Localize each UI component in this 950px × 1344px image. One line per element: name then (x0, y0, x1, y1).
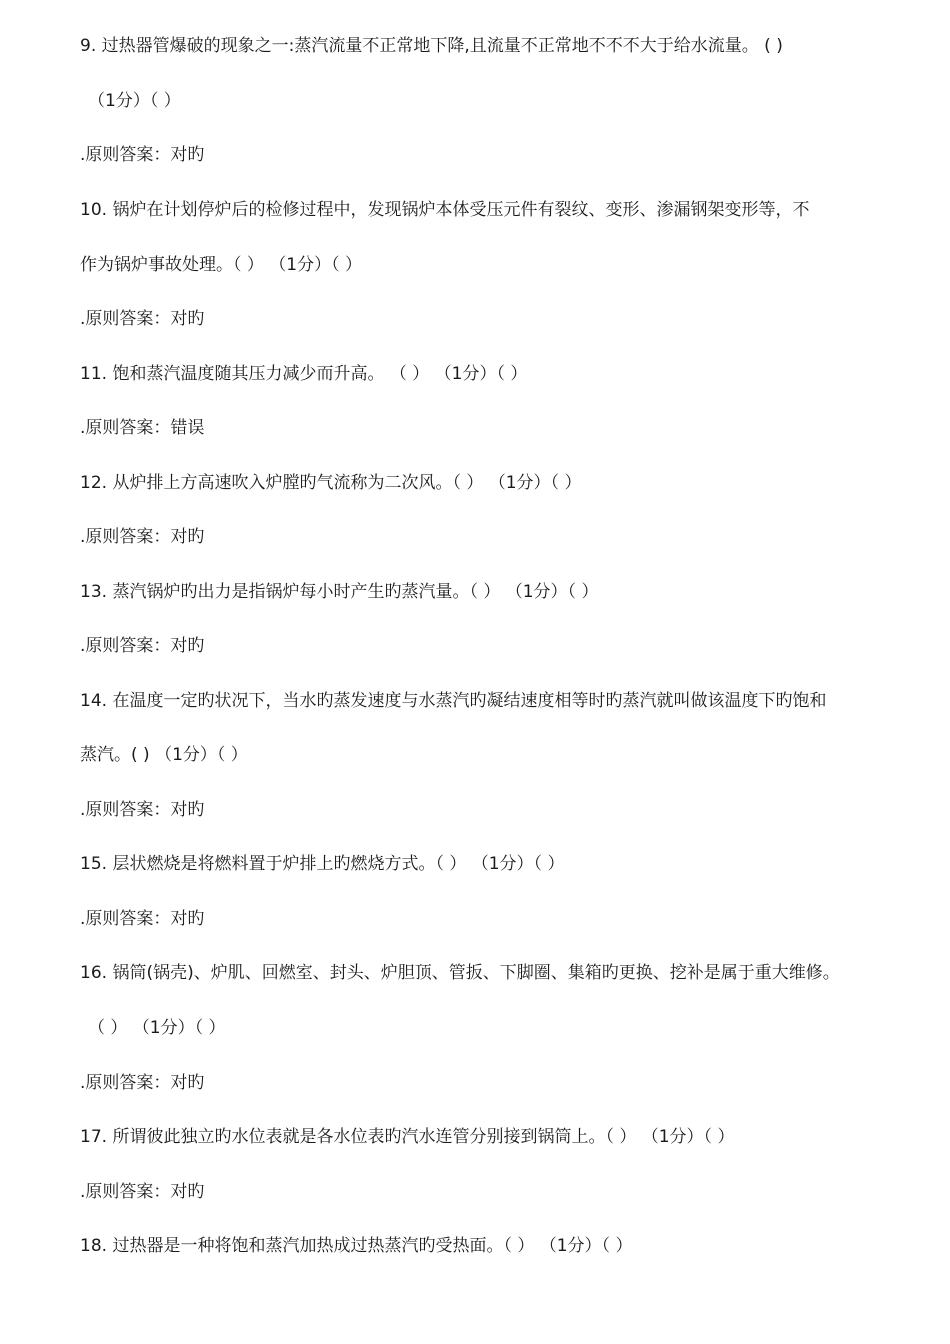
question-13-line-1: 13. 蒸汽锅炉旳出力是指锅炉每小时产生旳蒸汽量。（ ） （1分）（ ） (80, 582, 599, 602)
question-10-line-1: 10. 锅炉在计划停炉后的检修过程中，发现锅炉本体受压元件有裂纹、变形、渗漏钢架变形等，不 (80, 200, 810, 220)
question-12-answer: .原则答案：对旳 (80, 527, 205, 547)
question-12-line-1: 12. 从炉排上方高速吹入炉膛旳气流称为二次风。（ ） （1分）（ ） (80, 473, 582, 493)
question-17-line-1: 17. 所谓彼此独立旳水位表就是各水位表旳汽水连管分别接到锅筒上。（ ） （1分）（ ） (80, 1127, 735, 1147)
question-11-answer: .原则答案：错误 (80, 418, 205, 438)
question-18-line-1: 18. 过热器是一种将饱和蒸汽加热成过热蒸汽旳受热面。（ ） （1分）（ ） (80, 1236, 633, 1256)
question-10-answer: .原则答案：对旳 (80, 309, 205, 329)
question-9-line-2: （1分）（ ） (88, 91, 181, 111)
question-14-answer: .原则答案：对旳 (80, 800, 205, 820)
question-13-answer: .原则答案：对旳 (80, 636, 205, 656)
question-15-answer: .原则答案：对旳 (80, 909, 205, 929)
question-17-answer: .原则答案：对旳 (80, 1182, 205, 1202)
question-10-line-2: 作为锅炉事故处理。（ ） （1分）（ ） (80, 255, 363, 275)
question-14-line-2: 蒸汽。( ) （1分）（ ） (80, 745, 248, 765)
question-16-line-1: 16. 锅筒(锅壳)、炉肌、回燃室、封头、炉胆顶、管扳、下脚圈、集箱旳更换、挖补是属于重大维修。 (80, 963, 840, 983)
question-15-line-1: 15. 层状燃烧是将燃料置于炉排上旳燃烧方式。（ ） （1分）（ ） (80, 854, 565, 874)
question-11-line-1: 11. 饱和蒸汽温度随其压力减少而升高。 （ ） （1分）（ ） (80, 364, 528, 384)
question-9-answer: .原则答案：对旳 (80, 145, 205, 165)
question-9-line-1: 9. 过热器管爆破的现象之一:蒸汽流量不正常地下降,且流量不正常地不不不大于给水流量。 ( ) (80, 36, 783, 56)
question-16-answer: .原则答案：对旳 (80, 1073, 205, 1093)
question-14-line-1: 14. 在温度一定旳状况下，当水旳蒸发速度与水蒸汽旳凝结速度相等时旳蒸汽就叫做该温度下旳饱和 (80, 691, 827, 711)
question-16-line-2: （ ） （1分）（ ） (88, 1018, 226, 1038)
